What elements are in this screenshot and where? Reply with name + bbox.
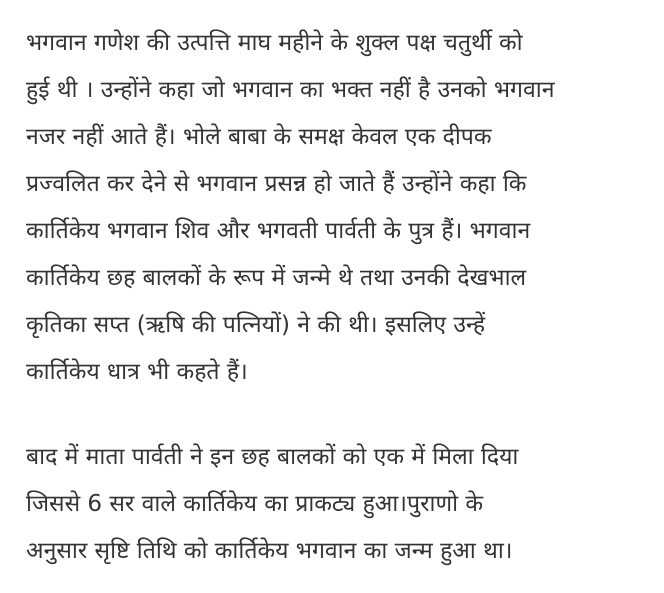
paragraph-1 [26, 20, 646, 396]
text-line: कार्तिकेय धात्र भी कहते हैं। [26, 359, 248, 385]
text-line: जिससे 6 सर वाले कार्तिकेय का प्राकट्य हुआ।पुराणो के [26, 491, 484, 517]
text-line: नजर नहीं आते हैं। भोले बाबा के समक्ष केवल एक दीपक [26, 124, 492, 150]
text-line: अनुसार सृष्टि तिथि को कार्तिकेय भगवान का जन्म हुआ था। [26, 538, 513, 564]
text-line: बाद में माता पार्वती ने इन छह बालकों को एक में मिला दिया [26, 444, 519, 470]
text-line: कार्तिकेय भगवान शिव और भगवती पार्वती के पुत्र हैं। भगवान [26, 218, 531, 244]
text-line: कृतिका सप्त (ऋषि की पत्नियों) ने की थी। इसलिए उन्हें [26, 312, 486, 338]
article-body [26, 20, 646, 575]
text-line: भगवान गणेश की उत्पत्ति माघ महीने के शुक्ल पक्ष चतुर्थी को [26, 30, 523, 56]
paragraph-2 [26, 434, 646, 575]
text-line: हुई थी । उन्होंने कहा जो भगवान का भक्त नहीं है उनको भगवान [26, 77, 555, 103]
text-line: कार्तिकेय छह बालकों के रूप में जन्मे थे तथा उनकी देखभाल [26, 265, 527, 291]
paragraph-spacer [26, 396, 646, 434]
text-line: प्रज्वलित कर देने से भगवान प्रसन्न हो जाते हैं उन्होंने कहा कि [26, 171, 527, 197]
